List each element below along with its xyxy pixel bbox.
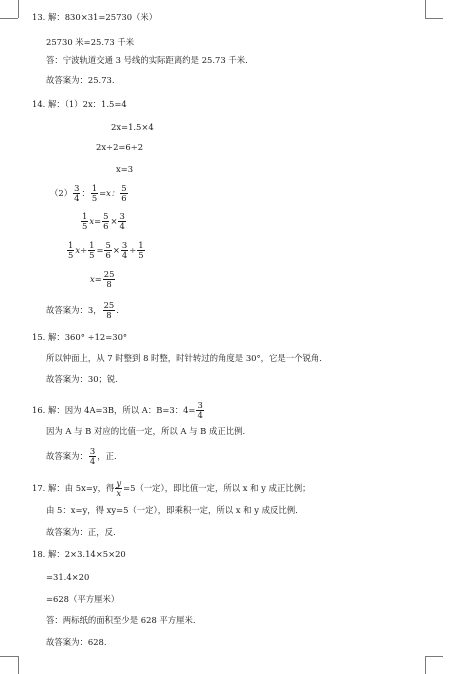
fraction: $\frac{1}{5}$ [82,211,88,231]
fraction: $\frac{3}{4}$ [197,400,203,420]
q14-part2-step-1: $\frac{1}{5}$ x= $\frac{5}{6}$ × $\frac{3}{4}$ [82,211,125,231]
fraction: $\frac{3}{4}$ [119,211,125,231]
q14-heading: 14. 解：（1）2x：1.5=4 [32,99,127,109]
fraction: $\frac{1}{5}$ [89,240,95,260]
q14-step-2: 2x÷2=6÷2 [96,142,144,152]
fraction: $\frac{3}{4}$ [121,240,128,260]
q13-final-answer: 故答案为：25.73. [46,75,115,85]
q16-explanation: 因为 A 与 B 对应的比值一定，所以 A 与 B 成正比例. [46,426,246,436]
q15-final-answer: 故答案为：30；锐. [46,374,118,384]
q17-final-answer: 故答案为：正，反. [46,527,116,537]
fraction: $\frac{1}{5}$ [138,240,144,260]
fraction: $\frac{25}{8}$ [103,300,115,320]
fraction: $\frac{5}{6}$ [121,183,127,203]
corner-mark-bottom-left-h [0,656,18,657]
fraction: $\frac{25}{8}$ [103,269,115,289]
fraction: $\frac{5}{6}$ [105,240,111,260]
q14-part2-step-2: $\frac{1}{5}$ x÷ $\frac{1}{5}$ = $\frac{5}{6}$ × $\frac{3}{4}$ ÷ $\frac{1}{5}$ [68,240,144,260]
q14-step-1: 2x=1.5×4 [111,122,154,132]
corner-mark-top-left-h [0,18,18,19]
q13-conversion-line: 25730 米=25.73 千米 [46,37,135,47]
q14-part2-label: （2） [50,188,73,198]
q18-answer-line: 答：两标纸的面积至少是 628 平方厘米. [46,615,196,625]
q13-answer-line: 答：宁波轨道交通 3 号线的实际距离约是 25.73 千米. [46,55,248,65]
corner-mark-top-right-v [425,0,426,18]
q13-solution-line: 13. 解：830×31=25730（米） [32,12,158,22]
q17-second-line: 由 5：x=y，得 xy=5（一定），即乘积一定，所以 x 和 y 成反比例. [46,505,298,515]
q18-step-1: =31.4×20 [46,572,90,582]
q17-solution-line: 17. 解：由 5x=y，得 $\frac{y}{x}$ =5（一定），即比值一定，所以 x 和 y 成正比例； [32,478,311,498]
fraction: $\frac{5}{6}$ [103,211,109,231]
q18-step-2: =628（平方厘米） [46,594,120,604]
fraction: $\frac{3}{4}$ [74,183,80,203]
q14-part2-equation: （2） $\frac{3}{4}$ ： $\frac{1}{5}$ =x： $\frac{5}{6}$ [50,183,127,203]
corner-mark-top-right-h [425,18,443,19]
fraction: $\frac{3}{4}$ [89,446,96,466]
q18-final-answer: 故答案为：628. [46,637,107,647]
corner-mark-bottom-right-v [425,656,426,674]
corner-mark-top-left-v [18,0,19,18]
q16-solution-line: 16. 解：因为 4A=3B，所以 A：B=3：4= $\frac{3}{4}$ [32,400,203,420]
fraction: $\frac{1}{5}$ [91,183,98,203]
corner-mark-bottom-right-h [425,656,443,657]
q14-final-answer: 故答案为：3， $\frac{25}{8}$ . [46,300,119,320]
fraction: $\frac{y}{x}$ [116,478,122,498]
fraction: $\frac{1}{5}$ [68,240,74,260]
q15-solution-line: 15. 解：360° ÷12=30° [32,332,128,342]
q14-part2-result: x= $\frac{25}{8}$ [90,269,115,289]
q16-final-answer: 故答案为： $\frac{3}{4}$ ，正. [46,446,117,466]
q18-solution-line: 18. 解：2×3.14×5×20 [32,549,126,559]
q15-explanation: 所以钟面上，从 7 时整到 8 时整，时针转过的角度是 30°，它是一个锐角. [46,353,322,363]
corner-mark-bottom-left-v [18,656,19,674]
q14-step-3: x=3 [116,164,134,174]
